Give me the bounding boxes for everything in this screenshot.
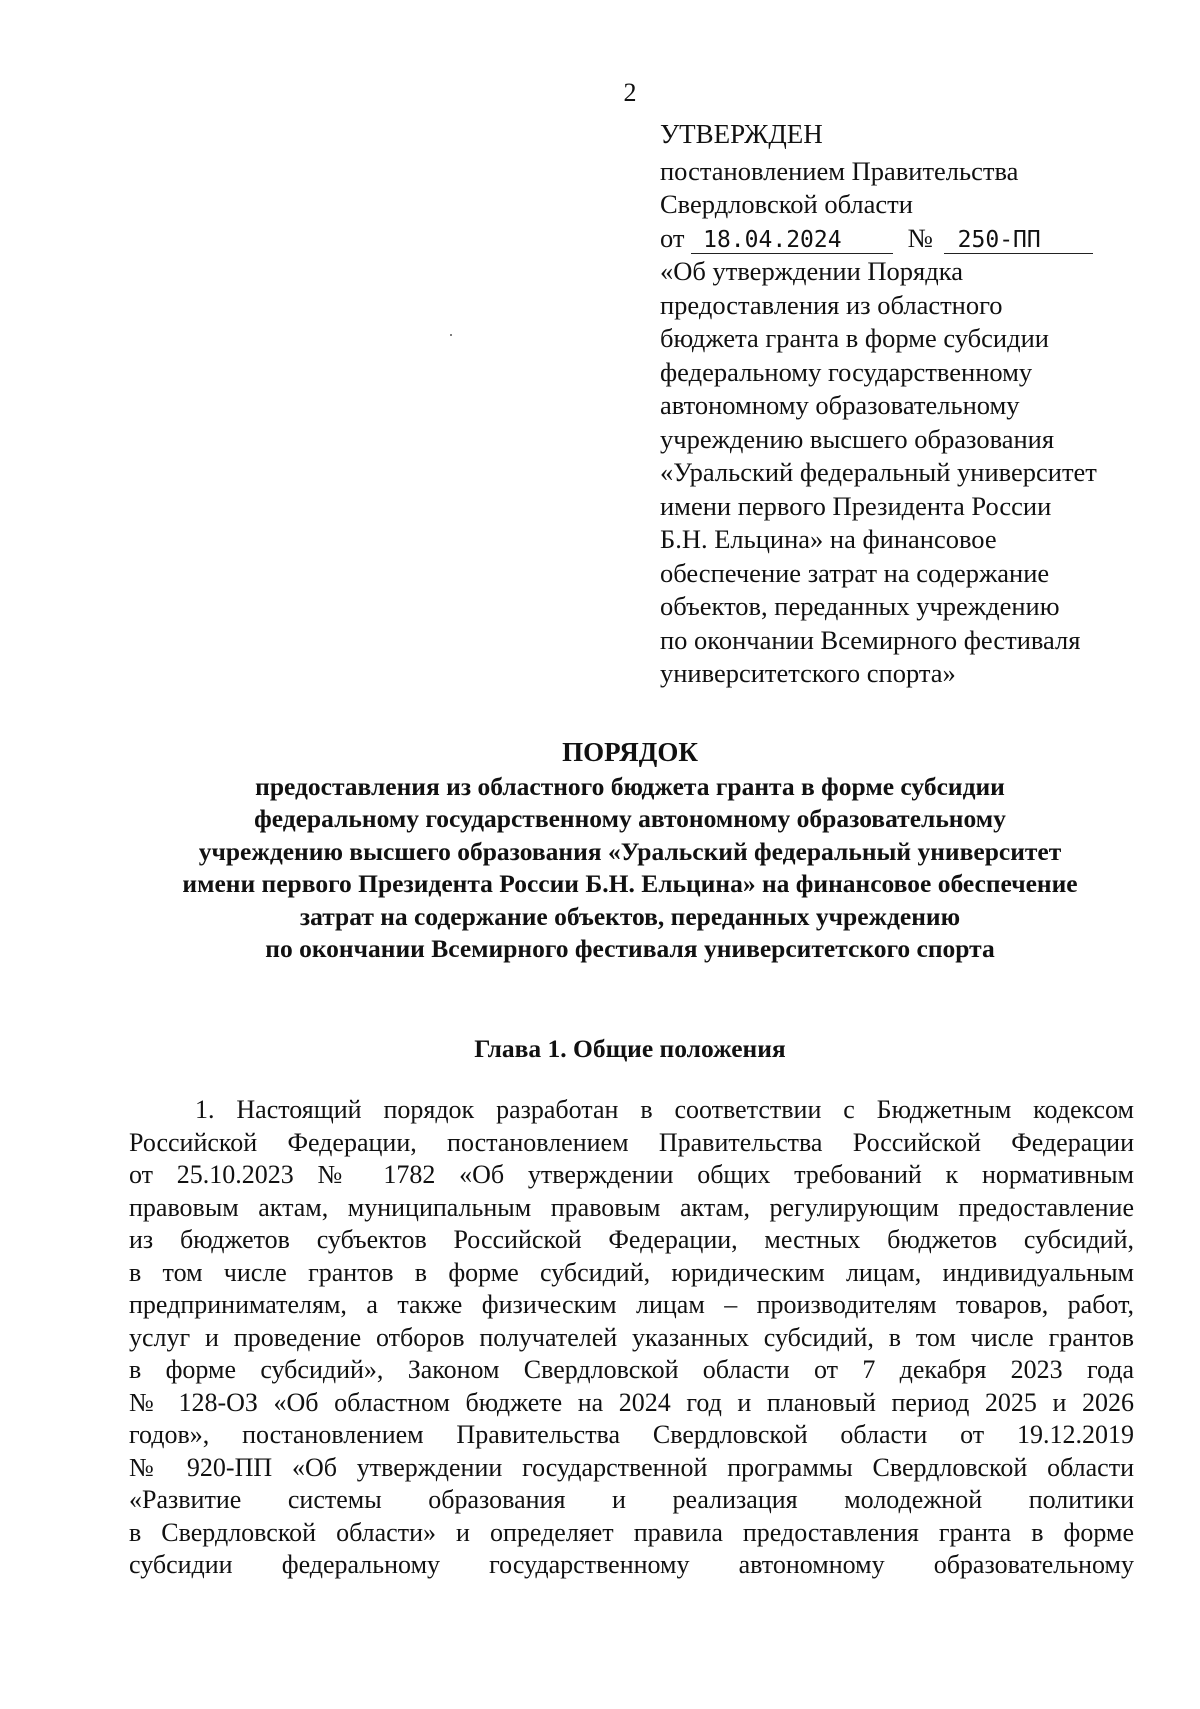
chapter-heading: Глава 1. Общие положения (474, 1034, 786, 1063)
body-line: в том числе грантов в форме субсидий, юридическим лицам, индивидуальным (129, 1257, 1134, 1287)
body-line: предпринимателям, а также физическим лицам – производителям товаров, работ, (129, 1290, 1134, 1319)
body-line: годов», постановлением Правительства Свердловской области от 19.12.2019 (129, 1420, 1134, 1449)
approval-line: постановлением Правительства (660, 155, 1019, 186)
approval-date-number-row (660, 222, 1180, 256)
body-line: в Свердловской области» и определяет правила предоставления гранта в форме (129, 1517, 1134, 1547)
body-line: от 25.10.2023 № 1782 «Об утверждении общих требований к нормативным (129, 1160, 1134, 1189)
approval-subject-line: университетского спорта» (660, 658, 956, 688)
body-line: в форме субсидий», Законом Свердловской области от 7 декабря 2023 года (129, 1355, 1134, 1384)
decree-date-field: 18.04.2024 (691, 227, 893, 254)
body-line: услуг и проведение отборов получателей указанных субсидий, в том числе грантов (129, 1322, 1134, 1352)
document-title (120, 736, 1140, 966)
body-line: «Развитие системы образования и реализация молодежной политики (129, 1485, 1134, 1514)
approval-subject-line: Б.Н. Ельцина» на финансовое (660, 524, 997, 554)
number-sign: № (907, 222, 934, 253)
body-line: из бюджетов субъектов Российской Федерации, местных бюджетов субсидий, (129, 1225, 1134, 1254)
document-title-line: учреждению высшего образования «Уральский федеральный университет (198, 836, 1062, 866)
approval-subject-line: «Об утверждении Порядка (660, 256, 963, 286)
body-line: Российской Федерации, постановлением Правительства Российской Федерации (129, 1127, 1134, 1157)
document-title-line: имени первого Президента России Б.Н. Ельцина» на финансовое обеспечение (182, 869, 1078, 898)
date-prefix: от (660, 222, 685, 253)
body-line: правовым актам, муниципальным правовым актам, регулирующим предоставление (129, 1192, 1134, 1222)
body-line: 1. Настоящий порядок разработан в соответствии с Бюджетным кодексом (195, 1095, 1134, 1124)
approval-subject-line: федеральному государственному (660, 356, 1033, 387)
body-line: субсидии федеральному государственному автономному образовательному (129, 1550, 1134, 1579)
document-title-line: предоставления из областного бюджета гранта в форме субсидии (255, 771, 1005, 801)
body-line: № 128-ОЗ «Об областном бюджете на 2024 год и плановый период 2025 и 2026 (129, 1387, 1134, 1417)
decree-number-field: 250-ПП (944, 227, 1093, 254)
approval-subject-line: имени первого Президента России (660, 490, 1052, 521)
approval-subject-line: учреждению высшего образования (660, 423, 1055, 454)
document-title-main: ПОРЯДОК (562, 737, 698, 767)
approval-subject-line: объектов, переданных учреждению (660, 591, 1060, 621)
approval-subject-line: автономному образовательному (660, 390, 1020, 420)
document-title-line: федеральному государственному автономному образовательному (254, 804, 1006, 833)
approval-subject-line: предоставления из областного (660, 289, 1003, 320)
document-title-line: затрат на содержание объектов, переданных учреждению (299, 901, 961, 931)
approval-subject-line: «Уральский федеральный университет (660, 457, 1097, 487)
approval-line: Свердловской области (660, 189, 913, 219)
body-paragraph (129, 1094, 1134, 1582)
scan-speck (450, 334, 452, 336)
document-title-line: по окончании Всемирного фестиваля университетского спорта (265, 934, 995, 963)
approval-subject-line: по окончании Всемирного фестиваля (660, 624, 1081, 655)
approval-subject-line: обеспечение затрат на содержание (660, 557, 1050, 588)
body-line: № 920-ПП «Об утверждении государственной программы Свердловской области (129, 1452, 1134, 1482)
page-number: 2 (623, 78, 637, 107)
approval-heading: УТВЕРЖДЕН (660, 119, 823, 149)
approval-subject-line: бюджета гранта в форме субсидии (660, 323, 1049, 353)
approval-stamp (660, 118, 1180, 691)
